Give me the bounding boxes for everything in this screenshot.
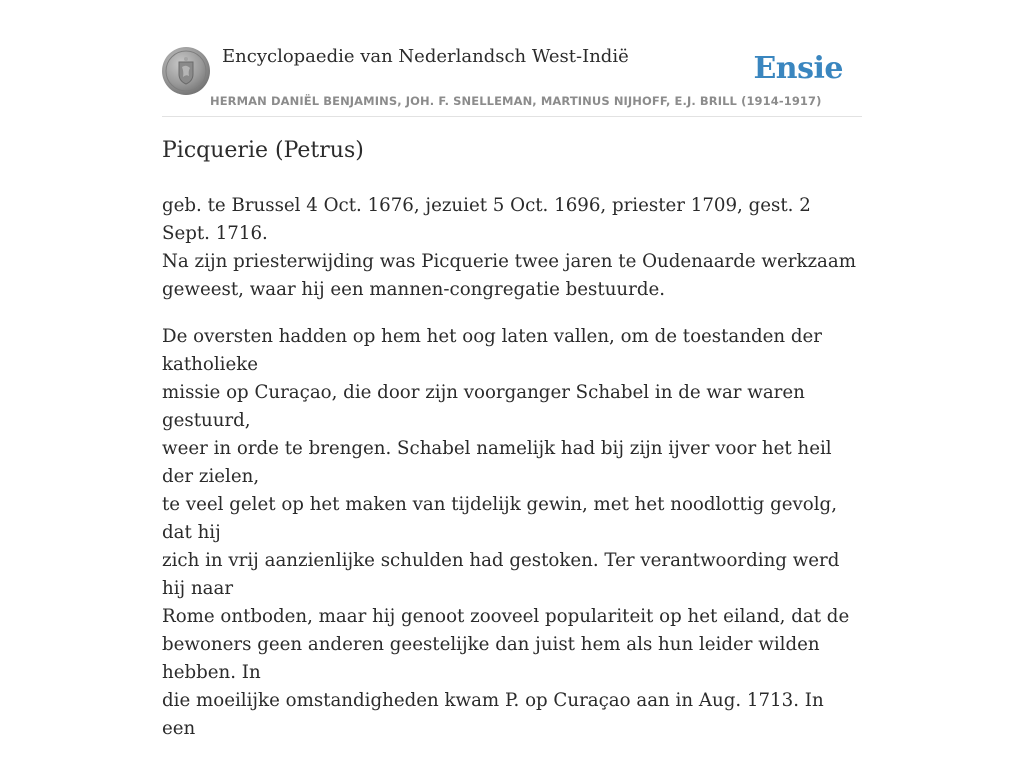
- source-header: [162, 40, 862, 117]
- source-authors: HERMAN DANIËL BENJAMINS, JOH. F. SNELLEMAN, MARTINUS NIJHOFF, E.J. BRILL (1914-1917): [210, 94, 822, 108]
- ensie-brand-logo[interactable]: Ensie: [753, 51, 843, 86]
- article-paragraph: De oversten hadden op hem het oog laten vallen, om de toestanden der katholieke missie op Curaçao, die door zijn voorganger Schabel in de war waren gestuurd, weer in orde te brengen. Schabel namelijk had bij zijn ijver voor het heil der zielen, te veel gelet op het maken van tijdelijk gewin, met het noodlottig gevolg, dat hij zich in vrij aanzienlijke schulden had gestoken. Ter verantwoording werd hij naar Rome ontboden, maar hij genoot zooveel populariteit op het eiland, dat de bewoners geen anderen geestelijke dan juist hem als hun leider wilden hebben. In die moeilijke omstandigheden kwam P. op Curaçao aan in Aug. 1713. In een: [162, 326, 850, 739]
- source-logo-coin-icon[interactable]: [162, 47, 210, 95]
- article-body: [162, 192, 862, 762]
- article-title: Picquerie (Petrus): [162, 138, 364, 163]
- article-paragraph: geb. te Brussel 4 Oct. 1676, jezuiet 5 Oct. 1696, priester 1709, gest. 2 Sept. 1716. Na zijn priesterwijding was Picquerie twee jaren te Oudenaarde werkzaam geweest, waar hij een mannen-congregatie bestuurde.: [162, 195, 856, 300]
- source-title[interactable]: Encyclopaedie van Nederlandsch West-Indië: [222, 46, 629, 67]
